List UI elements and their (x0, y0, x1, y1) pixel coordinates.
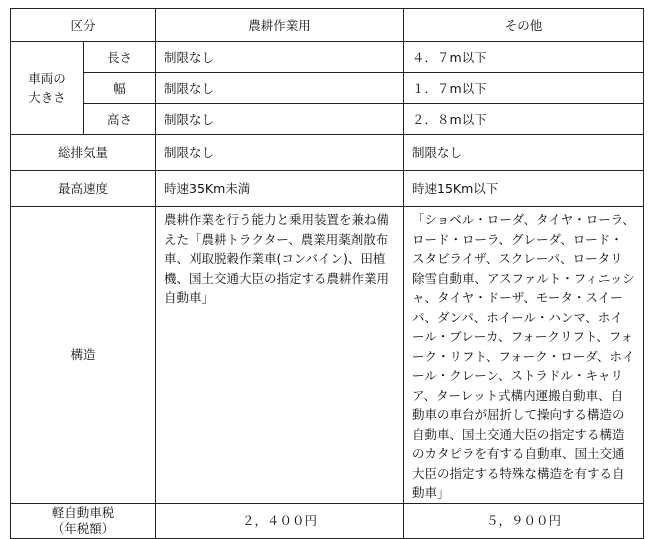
tax-label: 軽自動車税 （年税額） (11, 503, 156, 538)
table-row-tax (11, 503, 644, 538)
vehicle-classification-table (10, 8, 644, 539)
height-agri: 制限なし (156, 104, 404, 135)
displacement-other: 制限なし (404, 135, 644, 171)
length-label: 長さ (84, 42, 156, 73)
table-row-height (11, 104, 644, 135)
length-agri: 制限なし (156, 42, 404, 73)
header-category: 区分 (11, 9, 156, 42)
structure-label: 構造 (11, 207, 156, 504)
header-row (11, 9, 644, 42)
structure-agri: 農耕作業を行う能力と乗用装置を兼ね備えた「農耕トラクター、農業用薬剤散布車、刈取脱穀作業車(コンバイン)、田植機、国土交通大臣の指定する農耕作業用自動車」 (156, 207, 404, 504)
header-other: その他 (404, 9, 644, 42)
height-label: 高さ (84, 104, 156, 135)
speed-agri: 時速35Km未満 (156, 171, 404, 207)
table-row-length (11, 42, 644, 73)
displacement-label: 総排気量 (11, 135, 156, 171)
structure-other: 「ショベル・ローダ、タイヤ・ローラ、ロード・ローラ、グレーダ、ロード・スタビライザ、スクレーパ、ロータリ除雪自動車、アスファルト・フィニッシャ、タイヤ・ドーザ、モータ・スイーパ、ダンパ、ホイール・ハンマ、ホイール・ブレーカ、フォークリフト、フォーク・リフト、フォーク・ローダ、ホイール・クレーン、ストラドル・キャリア、ターレット式構内運搬自動車、自動車の車台が屈折して操向する構造の自動車、国土交通大臣の指定する構造のカタピラを有する自動車、国土交通大臣の指定する特殊な構造を有する自動車」 (404, 207, 644, 504)
header-agri: 農耕作業用 (156, 9, 404, 42)
tax-agri: ２，４００円 (156, 503, 404, 538)
table-row-structure (11, 207, 644, 504)
speed-label: 最高速度 (11, 171, 156, 207)
speed-other: 時速15Km以下 (404, 171, 644, 207)
length-other: ４．７m以下 (404, 42, 644, 73)
displacement-agri: 制限なし (156, 135, 404, 171)
tax-other: ５，９００円 (404, 503, 644, 538)
width-other: １．７m以下 (404, 73, 644, 104)
size-label: 車両の 大きさ (11, 42, 84, 135)
width-label: 幅 (84, 73, 156, 104)
table-row-displacement (11, 135, 644, 171)
width-agri: 制限なし (156, 73, 404, 104)
height-other: ２．８m以下 (404, 104, 644, 135)
table-row-speed (11, 171, 644, 207)
table-row-width (11, 73, 644, 104)
